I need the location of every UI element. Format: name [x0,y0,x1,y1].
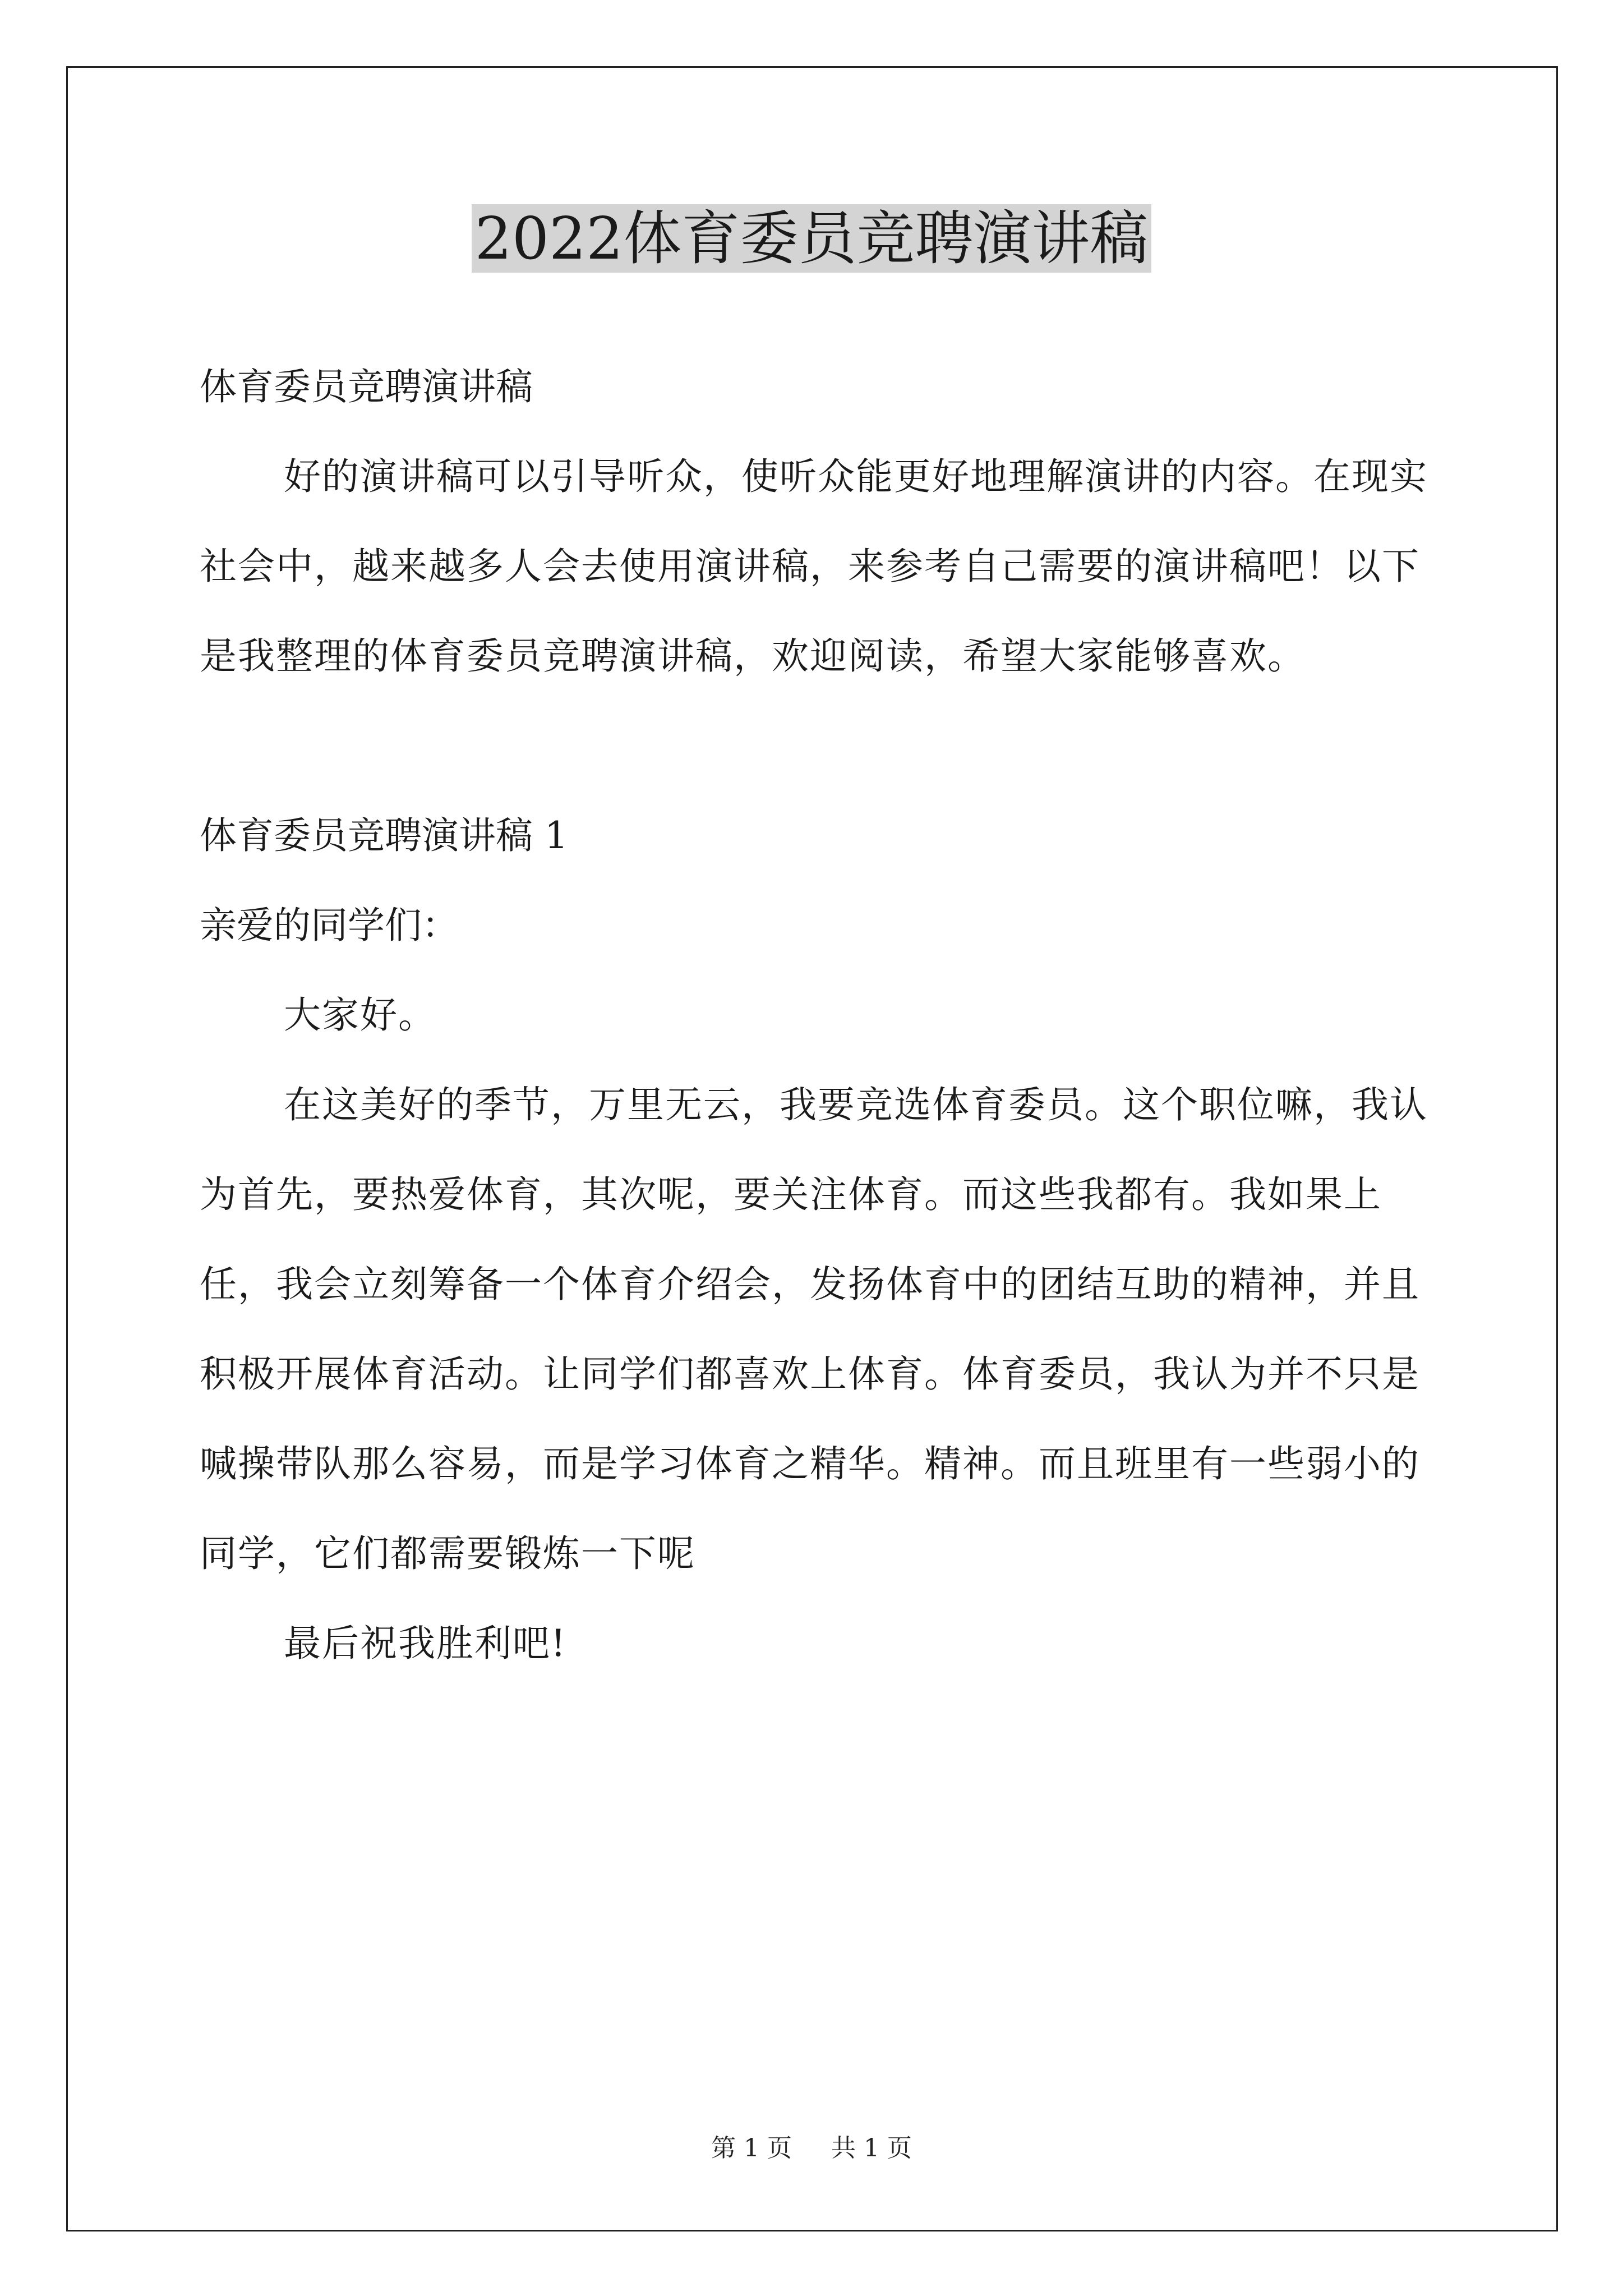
document-title-block [0,199,1623,278]
document-title: 2022体育委员竞聘演讲稿 [472,204,1152,273]
body-paragraph: 在这美好的季节，万里无云，我要竞选体育委员。这个职位嘛，我认为首先，要热爱体育，其次呢，要关注体育。而这些我都有。我如果上任，我会立刻筹备一个体育介绍会，发扬体育中的团结互助的精神，并且积极开展体育活动。让同学们都喜欢上体育。体育委员，我认为并不只是喊操带队那么容易，而是学习体育之精华。精神。而且班里有一些弱小的同学，它们都需要锻炼一下呢 [200,1083,1428,1575]
intro-paragraph: 好的演讲稿可以引导听众，使听众能更好地理解演讲的内容。在现实社会中，越来越多人会去使用演讲稿，来参考自己需要的演讲稿吧！以下是我整理的体育委员竞聘演讲稿，欢迎阅读，希望大家能够喜欢。 [200,455,1428,678]
page-number-current: 第 1 页 [711,2134,792,2162]
salutation: 亲爱的同学们： [200,904,459,947]
section-heading: 体育委员竞聘演讲稿 1 [200,814,568,857]
closing-line: 最后祝我胜利吧! [284,1622,567,1665]
page-footer [0,2132,1623,2165]
document-subtitle: 体育委员竞聘演讲稿 [200,365,533,408]
page-number-total: 共 1 页 [831,2134,912,2162]
document-body [200,342,1433,1688]
greeting: 大家好。 [284,993,436,1037]
